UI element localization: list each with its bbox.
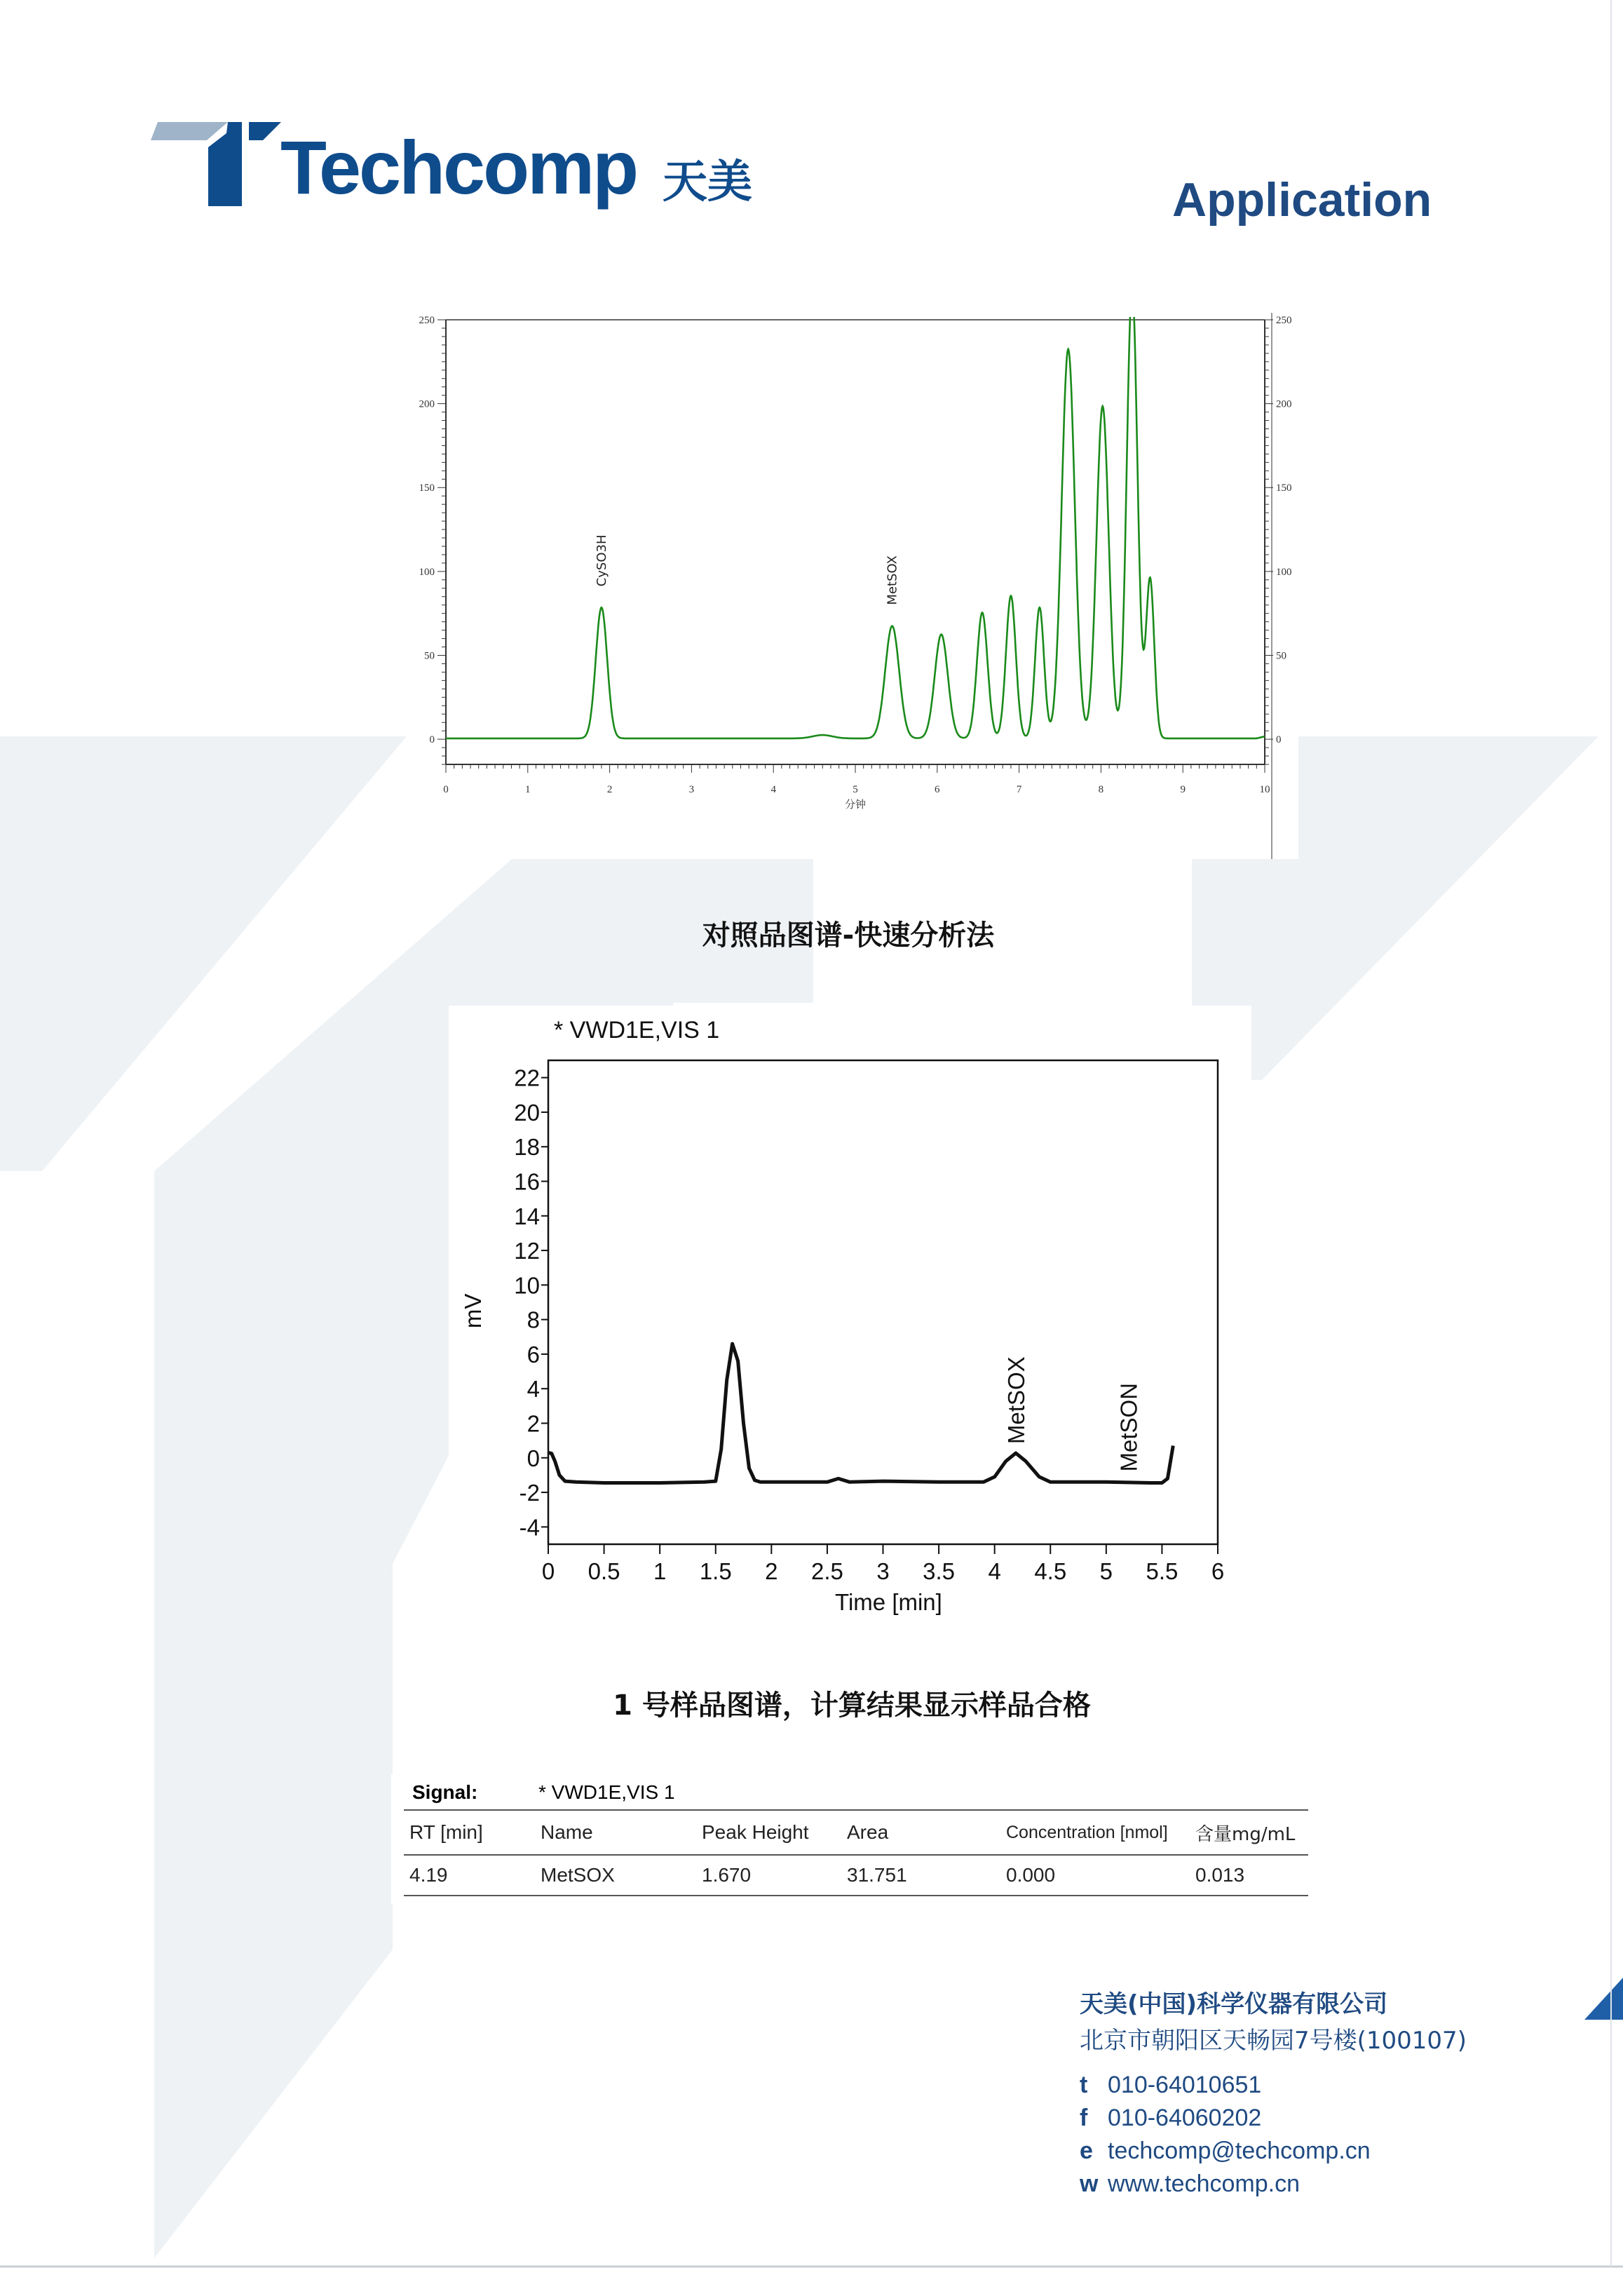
- chromatogram-trace: [548, 1344, 1173, 1483]
- results-table: [404, 1809, 1308, 1896]
- x-tick-label: 2: [765, 1558, 778, 1584]
- x-tick-label: 3.5: [923, 1558, 956, 1584]
- x-tick-label: 5: [853, 784, 858, 795]
- chart-title: * VWD1E,VIS 1: [554, 1017, 720, 1044]
- y-tick-label: 20: [514, 1099, 540, 1126]
- email-label: e: [1080, 2138, 1093, 2164]
- website-label: w: [1080, 2170, 1099, 2197]
- y-tick-label: 14: [514, 1203, 540, 1229]
- x-tick-label: 6: [1211, 1558, 1225, 1584]
- x-tick-label: 2: [606, 784, 613, 795]
- website-link[interactable]: www.techcomp.cn: [1108, 2170, 1300, 2197]
- y-tick-label: 4: [527, 1376, 540, 1403]
- x-tick-label: 1.5: [699, 1558, 732, 1584]
- x-tick-label: 8: [1098, 784, 1104, 795]
- chart-reference: [407, 309, 1298, 859]
- col-header: Concentration [nmol]: [1006, 1823, 1168, 1842]
- peak-label: MetSOX: [885, 555, 900, 605]
- peak-label: MetSON: [1115, 1382, 1142, 1472]
- table-header-row: [404, 1810, 1308, 1855]
- chart-reference-panel: [407, 309, 1298, 859]
- fax-label: f: [1080, 2105, 1088, 2131]
- chromatogram-trace: [446, 309, 1265, 738]
- x-tick-label: 4.5: [1034, 1558, 1067, 1584]
- signal-value: * VWD1E,VIS 1: [538, 1781, 675, 1803]
- chart-sample-panel: [449, 1006, 1251, 1626]
- y-tick-label: 0: [429, 734, 435, 746]
- y-axis-label: mV: [460, 1293, 486, 1329]
- y-tick-label: 100: [419, 566, 435, 578]
- table-cell: 31.751: [847, 1864, 907, 1886]
- y-tick-label: 200: [419, 398, 435, 410]
- phone-label: t: [1080, 2072, 1088, 2098]
- table-row: [404, 1855, 1308, 1896]
- signal-label: Signal:: [412, 1781, 478, 1803]
- col-header: 含量mg/mL: [1195, 1823, 1296, 1845]
- x-tick-label: 0: [443, 784, 449, 795]
- y-tick-label: 12: [514, 1238, 540, 1264]
- x-tick-label: 0.5: [588, 1558, 620, 1584]
- contact-website[interactable]: [1080, 2170, 1584, 2203]
- table-cell: 1.670: [702, 1864, 752, 1886]
- chart-sample: [449, 1006, 1251, 1626]
- email-link[interactable]: techcomp@techcomp.cn: [1108, 2138, 1371, 2164]
- y-tick-label: 16: [514, 1168, 540, 1195]
- chart-reference-caption: 对照品图谱-快速分析法: [702, 919, 995, 952]
- contact-phone: [1080, 2072, 1584, 2105]
- x-tick-label: 4: [988, 1558, 1001, 1584]
- col-header: Area: [847, 1821, 889, 1843]
- x-tick-label: 3: [876, 1558, 890, 1584]
- peak-label: CySO3H: [594, 534, 609, 587]
- y-tick-label: -4: [519, 1514, 540, 1541]
- trace-group: [446, 309, 1265, 738]
- y-tick-label-right: 100: [1276, 566, 1292, 578]
- peak-label: MetSOX: [1003, 1356, 1029, 1445]
- company-address: 北京市朝阳区天畅园7号楼(100107): [1080, 2027, 1467, 2055]
- y-tick-label: 50: [424, 650, 435, 662]
- y-tick-label: 250: [419, 315, 435, 326]
- x-tick-label: 9: [1180, 784, 1186, 795]
- x-tick-label: 4: [770, 784, 776, 795]
- x-tick-label: 10: [1259, 784, 1270, 795]
- chart-sample-caption: 1 号样品图谱，计算结果显示样品合格: [613, 1689, 1091, 1722]
- x-tick-label: 1: [653, 1558, 667, 1584]
- x-tick-label: 5.5: [1146, 1558, 1179, 1584]
- brand-name-cn: 天美: [663, 156, 752, 208]
- x-axis-label: 分钟: [844, 798, 867, 811]
- phone-value: 010-64010651: [1108, 2072, 1262, 2098]
- table-cell: 0.000: [1006, 1864, 1056, 1886]
- fax-value: 010-64060202: [1108, 2105, 1262, 2131]
- x-tick-label: 6: [935, 784, 940, 795]
- x-tick-label: 7: [1016, 784, 1022, 795]
- x-tick-label: 1: [525, 784, 531, 795]
- contact-block: [1080, 1985, 1584, 2203]
- signal-row: [412, 1781, 675, 1804]
- col-header: Name: [541, 1821, 593, 1843]
- brand-name: Techcomp: [280, 125, 637, 210]
- y-tick-label-right: 50: [1276, 650, 1286, 662]
- logo-mark-icon: [151, 119, 284, 210]
- y-tick-label: 8: [527, 1306, 540, 1333]
- y-tick-label-right: 250: [1276, 315, 1292, 326]
- col-header: RT [min]: [409, 1821, 483, 1843]
- y-tick-label: 6: [527, 1341, 540, 1368]
- x-tick-label: 0: [541, 1558, 555, 1584]
- x-tick-label: 5: [1099, 1558, 1113, 1584]
- y-tick-label: 150: [419, 482, 435, 494]
- page-title: Application: [1172, 173, 1432, 227]
- y-tick-label-right: 0: [1276, 734, 1282, 746]
- results-panel: [391, 1774, 1311, 1904]
- contact-email[interactable]: [1080, 2138, 1584, 2170]
- x-tick-label: 3: [688, 784, 695, 795]
- table-cell: 0.013: [1195, 1864, 1245, 1886]
- y-tick-label: 10: [514, 1272, 540, 1299]
- table-cell: MetSOX: [541, 1864, 615, 1886]
- y-tick-label: 2: [527, 1410, 540, 1437]
- col-header: Peak Height: [702, 1821, 809, 1843]
- x-tick-label: 2.5: [810, 1558, 843, 1584]
- company-name: 天美(中国)科学仪器有限公司: [1080, 1990, 1388, 2018]
- y-tick-label: 22: [514, 1065, 540, 1091]
- brand-logo: [151, 119, 782, 217]
- table-cell: 4.19: [409, 1864, 448, 1886]
- contact-fax: [1080, 2105, 1584, 2138]
- y-tick-label: 0: [527, 1445, 540, 1471]
- y-tick-label: -2: [519, 1480, 540, 1506]
- x-axis-label: Time [min]: [835, 1589, 942, 1615]
- y-tick-label: 18: [514, 1134, 540, 1161]
- y-tick-label-right: 200: [1276, 398, 1292, 410]
- y-tick-label-right: 150: [1276, 482, 1292, 494]
